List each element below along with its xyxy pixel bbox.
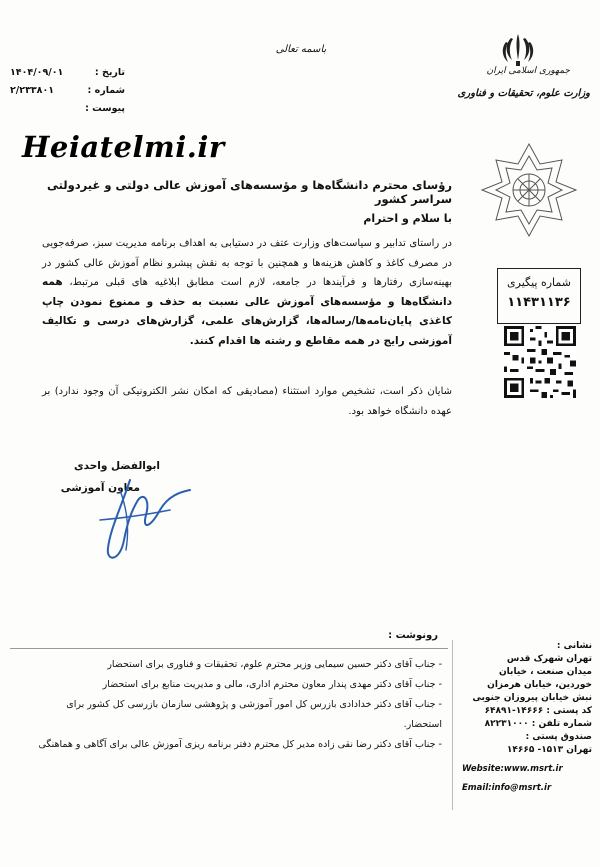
address-label: نشانی : [556,641,592,651]
date-row [10,64,125,82]
address-line: خوردین، خیابان هرمزان [487,680,592,690]
recipient-line: رؤسای محترم دانشگاه‌ها و مؤسسه‌های آموزش عالی دولتی و غیردولتی سراسر کشور [46,178,452,206]
tracking-number: ۱۱۴۳۱۱۳۶ [507,295,571,310]
cc-item: - جناب آقای دکتر خدادادی بازرس کل امور آموزشی و پژوهشی سازمان بازرسی کل کشور برای استحضار. [66,699,442,730]
ornament-icon [476,140,582,240]
attachment-label: پیوست : [85,103,125,114]
body-paragraph-1 [42,234,452,351]
cc-item: - جناب آقای دکتر مهدی پندار معاون محترم اداری، مالی و مدیریت منابع برای استحضار [102,679,442,690]
address-line: نبش خیابان پیروزان جنوبی [472,693,592,703]
address-line: تهران شهرک قدس [506,654,592,664]
number-row [10,82,125,100]
iran-emblem-icon [498,30,538,70]
cc-item: - جناب آقای دکتر رضا نقی زاده مدیر کل محترم دفتر برنامه ریزی آموزش عالی برای آگاهی و هماهنگی [38,739,442,750]
greeting: با سلام و احترام [363,212,452,225]
pobox-value: تهران ۱۵۱۳- ۱۴۶۶۵ [506,745,592,755]
signer-name: ابوالفضل واحدی [74,460,160,472]
website-link[interactable]: Website:www.msrt.ir [462,764,563,774]
email-link[interactable]: Email:info@msrt.ir [462,783,552,793]
country-name: جمهوری اسلامی ایران [486,66,570,76]
date-value: ۱۴۰۴/۰۹/۰۱ [10,67,64,78]
cc-title: رونوشت : [388,630,438,641]
letter-meta [10,64,125,118]
cc-list [32,655,442,755]
phone-number: شماره تلفن : ۸۲۲۳۱۰۰۰ [484,719,592,729]
tracking-box [497,268,581,324]
pobox-label: صندوق پستی : [525,732,592,742]
body-paragraph-2: شایان ذکر است، تشخیص موارد استثناء (مصادیقی که امکان نشر الکترونیکی آن وجود ندارد) بر عهده دانشگاه خواهد بود. [42,386,452,417]
cc-divider [10,648,448,649]
address-divider [452,640,453,810]
qr-code-icon [500,326,580,398]
address-block [462,640,592,795]
signer-title: معاون آموزشی [60,482,140,494]
tracking-label: شماره پیگیری [507,276,571,289]
body-bold: همه دانشگاه‌ها و مؤسسه‌های آموزش عالی نسبت به حذف و ممنوع نمودن چاپ کاغذی پایان‌نامه‌ها/رساله‌ها، گزارش‌های علمی، گزارش‌های درسی و تکالیف آموزشی رایج در همه مقاطع و رشته ها اقدام کنند. [42,276,452,347]
number-value: ۲/۲۳۳۸۰۱ [10,85,55,96]
postal-code: کد پستی : ۱۴۶۶۶-۶۴۸۹۱ [484,706,592,716]
number-label: شماره : [87,85,125,96]
body-part-1: در راستای تدابیر و سیاست‌های وزارت عتف در دستیابی به اهداف برنامه مدیریت سبز، صرفه‌جویی در مصرف کاغذ و کاهش هزینه‌ها و همچنین با توجه به نقش پیشرو نظام آموزش عالی کشور در بهینه‌سازی رفتارها و فرآیندها در جامعه، لازم است مطابق ابلاغیه های قبلی مرتبط، [42,238,452,288]
watermark-text: Heiatelmi.ir [22,130,225,164]
cc-item: - جناب آقای دکتر حسین سیمایی وزیر محترم علوم، تحقیقات و فناوری برای استحضار [107,659,442,670]
address-line: میدان صنعت ، خیابان [499,667,592,677]
attachment-row [10,100,125,118]
basmala: باسمه تعالی [275,44,327,55]
handwritten-signature [90,470,200,570]
date-label: تاریخ : [94,67,125,78]
ministry-name: وزارت علوم، تحقیقات و فناوری [457,88,590,99]
